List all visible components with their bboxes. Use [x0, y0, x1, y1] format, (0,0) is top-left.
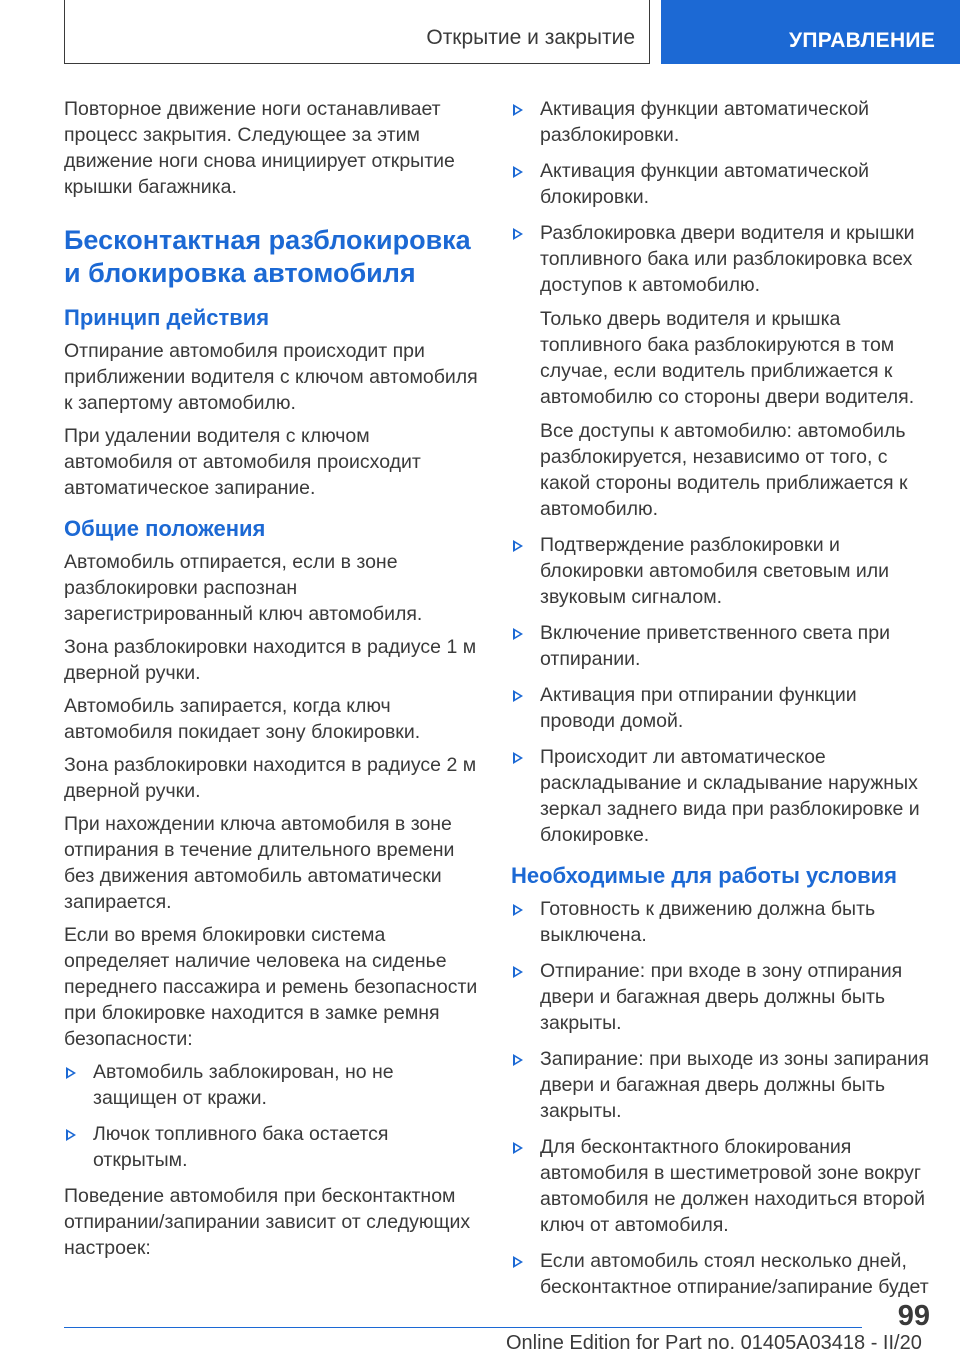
list-item: Отпирание: при входе в зону отпирания двери и багажная дверь должны быть закрыты.	[511, 958, 931, 1036]
triangle-bullet-icon	[513, 966, 523, 978]
right-column	[511, 96, 931, 1310]
chapter-tab	[661, 0, 960, 64]
settings-list	[511, 96, 931, 848]
paragraph: Автомобиль отпирается, если в зоне разблокировки распознан зарегистрированный ключ автомобиля.	[64, 551, 423, 625]
list-item: Лючок топливного бака остается открытым.	[64, 1121, 482, 1173]
principle-heading: Принцип действия	[64, 305, 270, 330]
list-item: Активация функции автоматической разблокировки.	[511, 96, 931, 148]
paragraph: Зона разблокировки находится в радиусе 2 м дверной ручки.	[64, 754, 477, 802]
paragraph: При удалении водителя с ключом автомобиля от автомобиля происходит автоматическое запирание.	[64, 425, 421, 499]
paragraph: Зона разблокировки находится в радиусе 1 м дверной ручки.	[64, 636, 477, 684]
list-item: Происходит ли автоматическое раскладывание и складывание наружных зеркал заднего вида при разблокировке и блокировке.	[511, 744, 931, 848]
list-item: Подтверждение разблокировки и блокировки автомобиля световым или звуковым сигналом.	[511, 532, 931, 610]
list-item: Для бесконтактного блокирования автомобиля в шестиметровой зоне вокруг автомобиля не должен находиться второй ключ от автомобиля.	[511, 1134, 931, 1238]
sub-paragraph: Все доступы к автомобилю: автомобиль разблокируется, независимо от того, с какой стороны водитель приближается к автомобилю.	[540, 420, 908, 520]
intro-paragraph: Повторное движение ноги останавливает процесс закрытия. Следующее за этим движение ноги снова инициирует открытие крышки багажника.	[64, 98, 455, 198]
paragraph: При нахождении ключа автомобиля в зоне отпирания в течение длительного времени без движения автомобиль автоматически запирается.	[64, 813, 455, 913]
triangle-bullet-icon	[66, 1129, 76, 1141]
bullet-list	[64, 1059, 482, 1173]
page-number: 99	[897, 1300, 930, 1332]
conditions-list	[511, 896, 931, 1300]
list-item: Готовность к движению должна быть выключена.	[511, 896, 931, 948]
triangle-bullet-icon	[513, 690, 523, 702]
triangle-bullet-icon	[513, 1054, 523, 1066]
paragraph: Отпирание автомобиля происходит при приближении водителя с ключом автомобиля к запертому автомобилю.	[64, 340, 478, 414]
conditions-heading: Необходимые для работы условия	[511, 863, 897, 888]
list-item: Активация при отпирании функции проводи домой.	[511, 682, 931, 734]
footer-edition: Online Edition for Part no. 01405A03418 - II/20	[506, 1332, 922, 1354]
section-title: Открытие и закрытие	[426, 26, 635, 49]
triangle-bullet-icon	[513, 752, 523, 764]
chapter-title: УПРАВЛЕНИЕ	[789, 29, 936, 52]
header-section-box	[64, 0, 650, 64]
list-item: Автомобиль заблокирован, но не защищен от кражи.	[64, 1059, 482, 1111]
list-item: Разблокировка двери водителя и крышки топливного бака или разблокировка всех доступов к автомобилю. Только дверь водителя и крышка топливного бака разблокируются в том случае, если водитель приближается к автомобилю со стороны двери водителя. Все доступы к автомобилю: автомобиль разблокируется, независимо от того, с какой стороны водитель приближается к автомобилю.	[511, 220, 931, 522]
list-item: Активация функции автоматической блокировки.	[511, 158, 931, 210]
general-heading: Общие положения	[64, 516, 266, 541]
paragraph: Поведение автомобиля при бесконтактном отпирании/запирании зависит от следующих настроек:	[64, 1185, 471, 1259]
triangle-bullet-icon	[66, 1067, 76, 1079]
triangle-bullet-icon	[513, 228, 523, 240]
triangle-bullet-icon	[513, 1256, 523, 1268]
left-column	[64, 96, 482, 1268]
page-title: Бесконтактная разблокировка и блокировка автомобиля	[64, 225, 471, 288]
triangle-bullet-icon	[513, 166, 523, 178]
triangle-bullet-icon	[513, 104, 523, 116]
list-item: Если автомобиль стоял несколько дней, бесконтактное отпирание/запирание будет	[511, 1248, 931, 1300]
triangle-bullet-icon	[513, 628, 523, 640]
triangle-bullet-icon	[513, 540, 523, 552]
triangle-bullet-icon	[513, 1142, 523, 1154]
triangle-bullet-icon	[513, 904, 523, 916]
paragraph: Если во время блокировки система определяет наличие человека на сиденье переднего пассажира и ремень безопасности при блокировке находится в замке ремня безопасности:	[64, 924, 478, 1050]
sub-paragraph: Только дверь водителя и крышка топливного бака разблокируются в том случае, если водитель приближается к автомобилю со стороны двери водителя.	[540, 308, 915, 408]
footer-divider	[64, 1327, 862, 1328]
list-item: Запирание: при выходе из зоны запирания двери и багажная дверь должны быть закрыты.	[511, 1046, 931, 1124]
list-item: Включение приветственного света при отпирании.	[511, 620, 931, 672]
paragraph: Автомобиль запирается, когда ключ автомобиля покидает зону блокировки.	[64, 695, 421, 743]
